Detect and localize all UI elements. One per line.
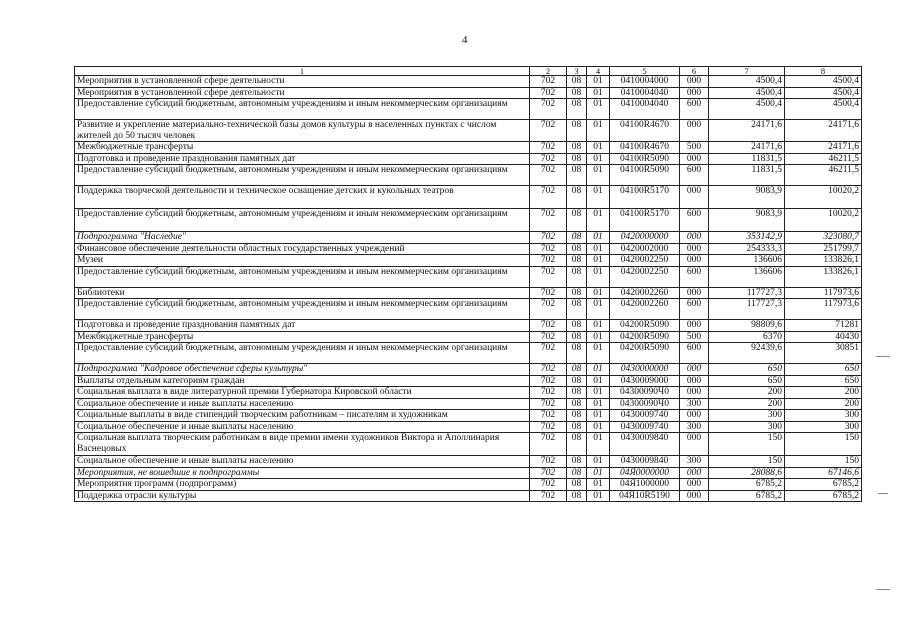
row-expense-type-cell: 000 <box>680 375 709 387</box>
row-expense-type-cell: 000 <box>680 76 709 88</box>
row-section-cell: 08 <box>567 467 587 479</box>
row-admin-code-cell: 702 <box>530 343 567 364</box>
row-admin-code-cell: 702 <box>530 479 567 491</box>
row-expense-type-cell: 600 <box>680 209 709 232</box>
row-expense-type-cell: 600 <box>680 299 709 320</box>
table-row <box>75 287 862 299</box>
row-section-cell: 08 <box>567 209 587 232</box>
row-target-code-cell: 0410004040 <box>610 87 680 99</box>
row-section-cell: 08 <box>567 456 587 468</box>
row-name-cell: Библиотеки <box>75 287 530 299</box>
row-name-cell: Социальная выплата творческим работникам в виде премии имени художников Виктора и Аполлинария Васнецовых <box>75 433 530 456</box>
row-admin-code-cell: 702 <box>530 375 567 387</box>
table-row <box>75 232 862 244</box>
row-section-cell: 08 <box>567 76 587 88</box>
row-amount-col8-cell: 200 <box>785 387 862 399</box>
row-admin-code-cell: 702 <box>530 232 567 244</box>
table-row <box>75 433 862 456</box>
row-section-cell: 08 <box>567 387 587 399</box>
row-section-cell: 08 <box>567 165 587 186</box>
row-amount-col7-cell: 650 <box>709 375 785 387</box>
row-name-cell: Предоставление субсидий бюджетным, автономным учреждениям и иным некоммерческим организациям <box>75 99 530 120</box>
row-expense-type-cell: 000 <box>680 232 709 244</box>
row-target-code-cell: 0430000000 <box>610 364 680 376</box>
row-amount-col8-cell: 40430 <box>785 331 862 343</box>
row-amount-col7-cell: 28088,6 <box>709 467 785 479</box>
row-subsection-cell: 01 <box>587 433 610 456</box>
row-name-cell: Социальная выплата в виде литературной премии Губернатора Кировской области <box>75 387 530 399</box>
row-expense-type-cell: 000 <box>680 410 709 422</box>
row-subsection-cell: 01 <box>587 209 610 232</box>
row-admin-code-cell: 702 <box>530 364 567 376</box>
row-name-cell: Межбюджетные трансферты <box>75 331 530 343</box>
row-name-cell: Социальное обеспечение и иные выплаты населению <box>75 421 530 433</box>
row-amount-col7-cell: 150 <box>709 433 785 456</box>
row-expense-type-cell: 600 <box>680 99 709 120</box>
row-amount-col8-cell: 46211,5 <box>785 153 862 165</box>
row-name-cell: Социальное обеспечение и иные выплаты населению <box>75 398 530 410</box>
row-amount-col8-cell: 251799,7 <box>785 243 862 255</box>
row-amount-col7-cell: 150 <box>709 456 785 468</box>
page-number: 4 <box>462 34 468 46</box>
table-row <box>75 364 862 376</box>
row-subsection-cell: 01 <box>587 410 610 422</box>
row-amount-col8-cell: 323080,7 <box>785 232 862 244</box>
row-subsection-cell: 01 <box>587 266 610 287</box>
row-amount-col7-cell: 98809,6 <box>709 320 785 332</box>
row-section-cell: 08 <box>567 364 587 376</box>
table-row <box>75 243 862 255</box>
row-subsection-cell: 01 <box>587 456 610 468</box>
row-expense-type-cell: 000 <box>680 243 709 255</box>
table-row <box>75 410 862 422</box>
row-name-cell: Подготовка и проведение празднования памятных дат <box>75 153 530 165</box>
row-admin-code-cell: 702 <box>530 266 567 287</box>
row-target-code-cell: 0420002250 <box>610 266 680 287</box>
row-admin-code-cell: 702 <box>530 76 567 88</box>
row-name-cell: Предоставление субсидий бюджетным, автономным учреждениям и иным некоммерческим организациям <box>75 266 530 287</box>
row-amount-col7-cell: 136606 <box>709 266 785 287</box>
table-row <box>75 142 862 154</box>
row-amount-col7-cell: 11831,5 <box>709 165 785 186</box>
row-section-cell: 08 <box>567 479 587 491</box>
row-subsection-cell: 01 <box>587 287 610 299</box>
row-amount-col8-cell: 4500,4 <box>785 87 862 99</box>
row-name-cell: Выплаты отдельным категориям граждан <box>75 375 530 387</box>
table-row <box>75 343 862 364</box>
row-admin-code-cell: 702 <box>530 490 567 502</box>
row-subsection-cell: 01 <box>587 343 610 364</box>
table-row <box>75 153 862 165</box>
row-name-cell: Предоставление субсидий бюджетным, автономным учреждениям и иным некоммерческим организациям <box>75 343 530 364</box>
row-amount-col7-cell: 24171,6 <box>709 142 785 154</box>
row-amount-col7-cell: 136606 <box>709 255 785 267</box>
row-subsection-cell: 01 <box>587 120 610 142</box>
row-expense-type-cell: 000 <box>680 490 709 502</box>
row-target-code-cell: 04Я0000000 <box>610 467 680 479</box>
table-row <box>75 479 862 491</box>
row-target-code-cell: 04100R5090 <box>610 165 680 186</box>
row-target-code-cell: 04100R4670 <box>610 120 680 142</box>
table-row <box>75 375 862 387</box>
row-target-code-cell: 0420002260 <box>610 287 680 299</box>
row-admin-code-cell: 702 <box>530 299 567 320</box>
row-target-code-cell: 0430009840 <box>610 456 680 468</box>
row-target-code-cell: 0430009740 <box>610 410 680 422</box>
row-amount-col7-cell: 6785,2 <box>709 479 785 491</box>
row-subsection-cell: 01 <box>587 364 610 376</box>
budget-table <box>74 66 862 502</box>
row-amount-col7-cell: 254333,3 <box>709 243 785 255</box>
table-row <box>75 266 862 287</box>
table-row <box>75 120 862 142</box>
row-target-code-cell: 04200R5090 <box>610 331 680 343</box>
row-admin-code-cell: 702 <box>530 99 567 120</box>
table-row <box>75 299 862 320</box>
row-amount-col8-cell: 150 <box>785 456 862 468</box>
table-row <box>75 331 862 343</box>
row-section-cell: 08 <box>567 320 587 332</box>
row-target-code-cell: 04300090Ч0 <box>610 398 680 410</box>
row-amount-col8-cell: 4500,4 <box>785 99 862 120</box>
row-amount-col8-cell: 300 <box>785 410 862 422</box>
row-amount-col7-cell: 117727,3 <box>709 299 785 320</box>
row-amount-col7-cell: 92439,6 <box>709 343 785 364</box>
row-subsection-cell: 01 <box>587 490 610 502</box>
row-amount-col7-cell: 9083,9 <box>709 209 785 232</box>
row-section-cell: 08 <box>567 299 587 320</box>
row-admin-code-cell: 702 <box>530 255 567 267</box>
row-subsection-cell: 01 <box>587 421 610 433</box>
table-row <box>75 186 862 209</box>
row-section-cell: 08 <box>567 153 587 165</box>
row-subsection-cell: 01 <box>587 479 610 491</box>
row-target-code-cell: 04200R5090 <box>610 320 680 332</box>
row-name-cell: Мероприятия в установленной сфере деятельности <box>75 87 530 99</box>
row-name-cell: Мероприятия в установленной сфере деятельности <box>75 76 530 88</box>
row-section-cell: 08 <box>567 490 587 502</box>
row-section-cell: 08 <box>567 99 587 120</box>
row-section-cell: 08 <box>567 142 587 154</box>
row-admin-code-cell: 702 <box>530 186 567 209</box>
row-amount-col7-cell: 9083,9 <box>709 186 785 209</box>
row-name-cell: Поддержка творческой деятельности и техническое оснащение детских и кукольных театров <box>75 186 530 209</box>
row-subsection-cell: 01 <box>587 232 610 244</box>
row-expense-type-cell: 600 <box>680 343 709 364</box>
row-target-code-cell: 0410004000 <box>610 76 680 88</box>
row-expense-type-cell: 000 <box>680 387 709 399</box>
row-amount-col8-cell: 10020,2 <box>785 186 862 209</box>
row-target-code-cell: 0410004040 <box>610 99 680 120</box>
row-admin-code-cell: 702 <box>530 243 567 255</box>
row-name-cell: Межбюджетные трансферты <box>75 142 530 154</box>
row-subsection-cell: 01 <box>587 142 610 154</box>
row-admin-code-cell: 702 <box>530 320 567 332</box>
row-target-code-cell: 04100R4670 <box>610 142 680 154</box>
row-name-cell: Предоставление субсидий бюджетным, автономным учреждениям и иным некоммерческим организациям <box>75 209 530 232</box>
table-row <box>75 87 862 99</box>
row-amount-col8-cell: 46211,5 <box>785 165 862 186</box>
row-expense-type-cell: 500 <box>680 142 709 154</box>
row-subsection-cell: 01 <box>587 398 610 410</box>
row-admin-code-cell: 702 <box>530 456 567 468</box>
row-target-code-cell: 04300090Ч0 <box>610 387 680 399</box>
row-admin-code-cell: 702 <box>530 142 567 154</box>
row-expense-type-cell: 000 <box>680 186 709 209</box>
row-admin-code-cell: 702 <box>530 153 567 165</box>
row-subsection-cell: 01 <box>587 320 610 332</box>
row-expense-type-cell: 000 <box>680 287 709 299</box>
row-subsection-cell: 01 <box>587 375 610 387</box>
header-cell-1: 1 <box>75 67 530 76</box>
header-cell-6: 6 <box>680 67 709 76</box>
table-row <box>75 76 862 88</box>
row-amount-col8-cell: 133826,1 <box>785 255 862 267</box>
row-admin-code-cell: 702 <box>530 421 567 433</box>
row-subsection-cell: 01 <box>587 165 610 186</box>
row-name-cell: Музеи <box>75 255 530 267</box>
row-admin-code-cell: 702 <box>530 165 567 186</box>
row-name-cell: Мероприятия, не вошедшие в подпрограммы <box>75 467 530 479</box>
row-section-cell: 08 <box>567 186 587 209</box>
row-amount-col8-cell: 117973,6 <box>785 299 862 320</box>
row-amount-col8-cell: 67146,6 <box>785 467 862 479</box>
row-expense-type-cell: 000 <box>680 467 709 479</box>
row-subsection-cell: 01 <box>587 467 610 479</box>
row-subsection-cell: 01 <box>587 243 610 255</box>
row-admin-code-cell: 702 <box>530 467 567 479</box>
row-name-cell: Развитие и укрепление материально-технической базы домов культуры в населенных пунктах с числом жителей до 50 тысяч человек <box>75 120 530 142</box>
row-target-code-cell: 04100R5090 <box>610 153 680 165</box>
row-admin-code-cell: 702 <box>530 331 567 343</box>
row-admin-code-cell: 702 <box>530 209 567 232</box>
row-admin-code-cell: 702 <box>530 120 567 142</box>
row-target-code-cell: 0420002250 <box>610 255 680 267</box>
row-amount-col7-cell: 6785,2 <box>709 490 785 502</box>
row-section-cell: 08 <box>567 433 587 456</box>
row-target-code-cell: 0430009840 <box>610 433 680 456</box>
row-name-cell: Предоставление субсидий бюджетным, автономным учреждениям и иным некоммерческим организациям <box>75 165 530 186</box>
scan-mark <box>878 493 888 494</box>
row-amount-col8-cell: 200 <box>785 398 862 410</box>
scan-mark <box>876 589 890 590</box>
row-section-cell: 08 <box>567 331 587 343</box>
row-amount-col8-cell: 71281 <box>785 320 862 332</box>
row-expense-type-cell: 000 <box>680 320 709 332</box>
row-subsection-cell: 01 <box>587 299 610 320</box>
row-name-cell: Предоставление субсидий бюджетным, автономным учреждениям и иным некоммерческим организациям <box>75 299 530 320</box>
row-expense-type-cell: 000 <box>680 479 709 491</box>
row-section-cell: 08 <box>567 343 587 364</box>
row-admin-code-cell: 702 <box>530 387 567 399</box>
row-target-code-cell: 04Я1000000 <box>610 479 680 491</box>
row-target-code-cell: 04100R5170 <box>610 209 680 232</box>
header-cell-2: 2 <box>530 67 567 76</box>
table-row <box>75 421 862 433</box>
row-name-cell: Подпрограмма "Наследие" <box>75 232 530 244</box>
row-amount-col8-cell: 6785,2 <box>785 490 862 502</box>
table-row <box>75 467 862 479</box>
row-amount-col8-cell: 24171,6 <box>785 142 862 154</box>
table-row <box>75 99 862 120</box>
header-cell-7: 7 <box>709 67 785 76</box>
row-section-cell: 08 <box>567 421 587 433</box>
row-name-cell: Социальное обеспечение и иные выплаты населению <box>75 456 530 468</box>
row-amount-col8-cell: 650 <box>785 375 862 387</box>
row-target-code-cell: 04Я10R5190 <box>610 490 680 502</box>
row-admin-code-cell: 702 <box>530 398 567 410</box>
row-amount-col7-cell: 200 <box>709 387 785 399</box>
row-amount-col7-cell: 117727,3 <box>709 287 785 299</box>
row-name-cell: Мероприятия программ (подпрограмм) <box>75 479 530 491</box>
row-section-cell: 08 <box>567 398 587 410</box>
row-target-code-cell: 0430009000 <box>610 375 680 387</box>
row-subsection-cell: 01 <box>587 186 610 209</box>
row-target-code-cell: 0430009740 <box>610 421 680 433</box>
row-name-cell: Подпрограмма "Кадровое обеспечение сферы культуры" <box>75 364 530 376</box>
row-amount-col8-cell: 133826,1 <box>785 266 862 287</box>
row-target-code-cell: 0420002000 <box>610 243 680 255</box>
row-amount-col8-cell: 650 <box>785 364 862 376</box>
row-amount-col7-cell: 300 <box>709 421 785 433</box>
row-section-cell: 08 <box>567 120 587 142</box>
row-amount-col7-cell: 4500,4 <box>709 99 785 120</box>
row-amount-col8-cell: 10020,2 <box>785 209 862 232</box>
header-cell-8: 8 <box>785 67 862 76</box>
row-subsection-cell: 01 <box>587 99 610 120</box>
row-amount-col7-cell: 4500,4 <box>709 76 785 88</box>
row-amount-col7-cell: 11831,5 <box>709 153 785 165</box>
row-admin-code-cell: 702 <box>530 433 567 456</box>
row-admin-code-cell: 702 <box>530 87 567 99</box>
row-expense-type-cell: 600 <box>680 266 709 287</box>
row-subsection-cell: 01 <box>587 387 610 399</box>
row-name-cell: Поддержка отрасли культуры <box>75 490 530 502</box>
row-amount-col8-cell: 24171,6 <box>785 120 862 142</box>
header-cell-5: 5 <box>610 67 680 76</box>
table-row <box>75 456 862 468</box>
row-section-cell: 08 <box>567 287 587 299</box>
row-amount-col8-cell: 117973,6 <box>785 287 862 299</box>
row-amount-col8-cell: 300 <box>785 421 862 433</box>
row-expense-type-cell: 000 <box>680 153 709 165</box>
row-section-cell: 08 <box>567 266 587 287</box>
row-target-code-cell: 04100R5170 <box>610 186 680 209</box>
row-expense-type-cell: 600 <box>680 165 709 186</box>
row-expense-type-cell: 000 <box>680 120 709 142</box>
row-expense-type-cell: 000 <box>680 433 709 456</box>
row-section-cell: 08 <box>567 232 587 244</box>
row-expense-type-cell: 000 <box>680 364 709 376</box>
scan-mark <box>876 356 890 357</box>
row-expense-type-cell: 000 <box>680 87 709 99</box>
table-row <box>75 165 862 186</box>
table-row <box>75 387 862 399</box>
table-row <box>75 255 862 267</box>
row-admin-code-cell: 702 <box>530 410 567 422</box>
row-expense-type-cell: 500 <box>680 331 709 343</box>
row-expense-type-cell: 300 <box>680 398 709 410</box>
header-cell-4: 4 <box>587 67 610 76</box>
row-name-cell: Подготовка и проведение празднования памятных дат <box>75 320 530 332</box>
row-expense-type-cell: 300 <box>680 421 709 433</box>
row-amount-col7-cell: 24171,6 <box>709 120 785 142</box>
table-row <box>75 209 862 232</box>
row-subsection-cell: 01 <box>587 331 610 343</box>
row-amount-col7-cell: 650 <box>709 364 785 376</box>
row-section-cell: 08 <box>567 87 587 99</box>
table-row <box>75 398 862 410</box>
table-row <box>75 320 862 332</box>
row-subsection-cell: 01 <box>587 255 610 267</box>
row-amount-col8-cell: 6785,2 <box>785 479 862 491</box>
row-target-code-cell: 0420000000 <box>610 232 680 244</box>
header-cell-3: 3 <box>567 67 587 76</box>
row-section-cell: 08 <box>567 243 587 255</box>
row-amount-col8-cell: 4500,4 <box>785 76 862 88</box>
row-section-cell: 08 <box>567 375 587 387</box>
row-admin-code-cell: 702 <box>530 287 567 299</box>
row-target-code-cell: 0420002260 <box>610 299 680 320</box>
table-row <box>75 490 862 502</box>
row-section-cell: 08 <box>567 255 587 267</box>
row-amount-col8-cell: 30851 <box>785 343 862 364</box>
row-name-cell: Финансовое обеспечение деятельности областных государственных учреждений <box>75 243 530 255</box>
row-amount-col7-cell: 200 <box>709 398 785 410</box>
row-name-cell: Социальные выплаты в виде стипендий творческим работникам – писателям и художникам <box>75 410 530 422</box>
row-amount-col8-cell: 150 <box>785 433 862 456</box>
row-target-code-cell: 04200R5090 <box>610 343 680 364</box>
row-subsection-cell: 01 <box>587 153 610 165</box>
row-expense-type-cell: 000 <box>680 255 709 267</box>
row-subsection-cell: 01 <box>587 87 610 99</box>
row-expense-type-cell: 300 <box>680 456 709 468</box>
table-header-row <box>75 67 862 76</box>
row-subsection-cell: 01 <box>587 76 610 88</box>
row-section-cell: 08 <box>567 410 587 422</box>
row-amount-col7-cell: 353142,9 <box>709 232 785 244</box>
row-amount-col7-cell: 300 <box>709 410 785 422</box>
row-amount-col7-cell: 6370 <box>709 331 785 343</box>
row-amount-col7-cell: 4500,4 <box>709 87 785 99</box>
